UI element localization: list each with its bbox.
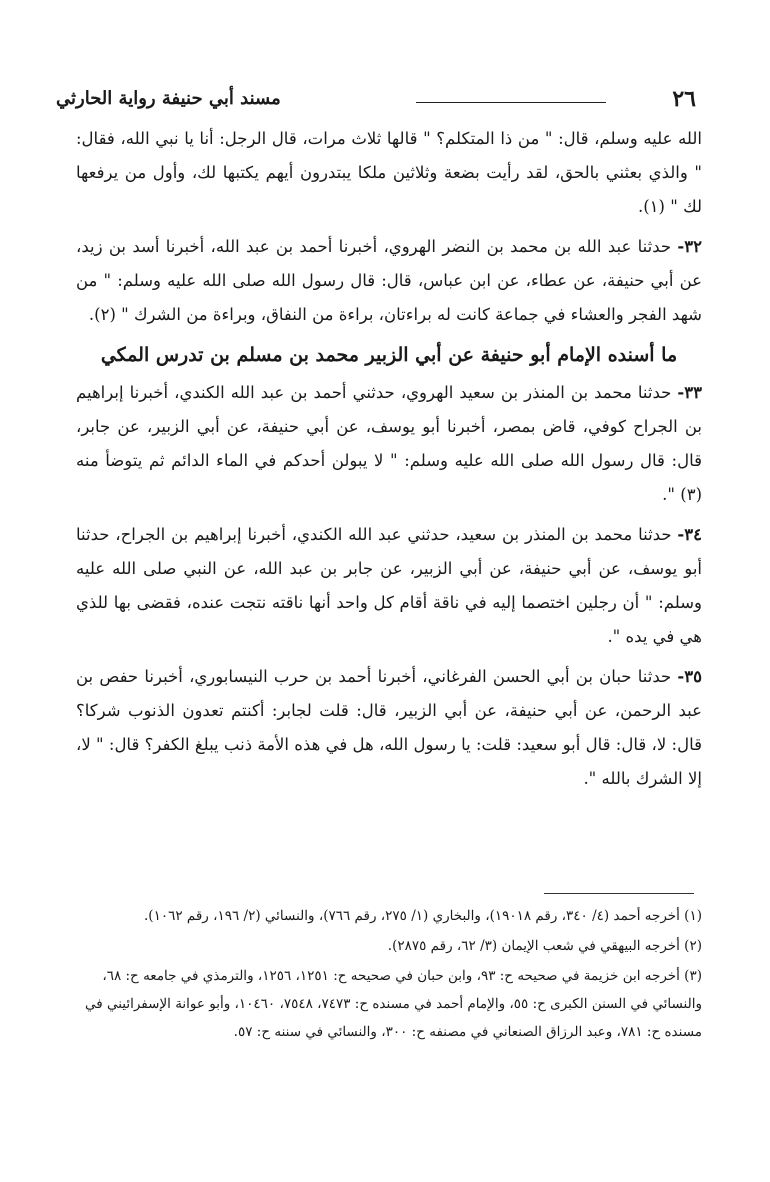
footnote-rule (544, 893, 694, 894)
chapter-heading: ما أسنده الإمام أبو حنيفة عن أبي الزبير محمد بن مسلم بن تدرس المكي (100, 344, 678, 366)
running-title: مسند أبي حنيفة رواية الحارثي (56, 88, 281, 109)
footnote-1: (١) أخرجه أحمد (٤/ ٣٤٠، رقم ١٩٠١٨)، والبخاري (١/ ٢٧٥، رقم ٧٦٦)، والنسائي (٢/ ١٩٦، رقم ١٠٦٢). (144, 908, 702, 924)
main-text (76, 122, 702, 802)
page-number: ٢٦ (672, 86, 696, 112)
hadith-34 (76, 518, 702, 654)
hadith-32 (76, 230, 702, 332)
hadith-text: حدثنا محمد بن المنذر بن سعيد، حدثني عبد الله الكندي، أخبرنا إبراهيم بن الجراح، حدثنا أبو يوسف، عن أبي حنيفة، عن أبي الزبير، عن جابر بن عبد الله، عن النبي صلى الله عليه وسلم: " أن رجلين اختصما إليه في ناقة أقام كل واحد أنها ناقته نتجت عنده، فقضى بها للذي هي في يده ". (76, 525, 702, 646)
footnotes (70, 902, 702, 1048)
hadith-number: ٣٢- (677, 237, 702, 256)
hadith-number: ٣٥- (677, 667, 702, 686)
hadith-text: حدثنا محمد بن المنذر بن سعيد الهروي، حدثني أحمد بن عبد الله الكندي، أخبرنا إبراهيم بن الجراح كوفي، قاض بمصر، أخبرنا أبو يوسف، عن أبي حنيفة، عن أبي الزبير، عن جابر، قال: قال رسول الله صلى الله عليه وسلم: " لا يبولن أحدكم في الماء الدائم ثم يتوضأ منه (٣) ". (76, 383, 702, 504)
page-header (56, 82, 696, 116)
hadith-text: حدثنا عبد الله بن محمد بن النضر الهروي، أخبرنا أحمد بن عبد الله، أخبرنا أسد بن زيد، عن أبي حنيفة، عن عطاء، عن ابن عباس، قال: قال رسول الله صلى الله عليه وسلم: " من شهد الفجر والعشاء في جماعة كانت له براءتان، براءة من النفاق، وبراءة من الشرك " (٢). (76, 237, 702, 324)
footnote-2: (٢) أخرجه البيهقي في شعب الإيمان (٣/ ٦٢، رقم ٢٨٧٥). (387, 938, 702, 954)
hadith-33 (76, 376, 702, 512)
paragraph-continuation: الله عليه وسلم، قال: " من ذا المتكلم؟ " قالها ثلاث مرات، قال الرجل: أنا يا نبي الله، فقال: " والذي بعثني بالحق، لقد رأيت بضعة وثلاثين ملكا يبتدرون أيهم يكتبها لك، وأول من يرفعها لك " (١). (76, 129, 702, 216)
hadith-number: ٣٤- (677, 525, 702, 544)
header-rule (416, 102, 606, 103)
footnote-3: (٣) أخرجه ابن خزيمة في صحيحه ح: ٩٣، وابن حبان في صحيحه ح: ١٢٥١، ١٢٥٦، والترمذي في جامعه ح: ٦٨، والنسائي في السنن الكبرى ح: ٥٥، والإمام أحمد في مسنده ح: ٧٤٧٣، ٧٥٤٨، ١٠٤٦٠، وأبو عوانة الإسفرائيني في مسنده ح: ٧٨١، وعبد الرزاق الصنعاني في مصنفه ح: ٣٠٠، والنسائي في سننه ح: ٥٧. (84, 968, 702, 1040)
hadith-text: حدثنا حبان بن أبي الحسن الفرغاني، أخبرنا أحمد بن حرب النيسابوري، أخبرنا حفص بن عبد الرحمن، عن أبي حنيفة، عن أبي الزبير، قال: قلت لجابر: أكنتم تعدون الذنوب شركا؟ قال: لا، قال: قال أبو سعيد: قلت: يا رسول الله، هل في هذه الأمة ذنب يبلغ الكفر؟ قال: " لا، إلا الشرك بالله ". (76, 667, 702, 788)
hadith-number: ٣٣- (677, 383, 702, 402)
hadith-35 (76, 660, 702, 796)
